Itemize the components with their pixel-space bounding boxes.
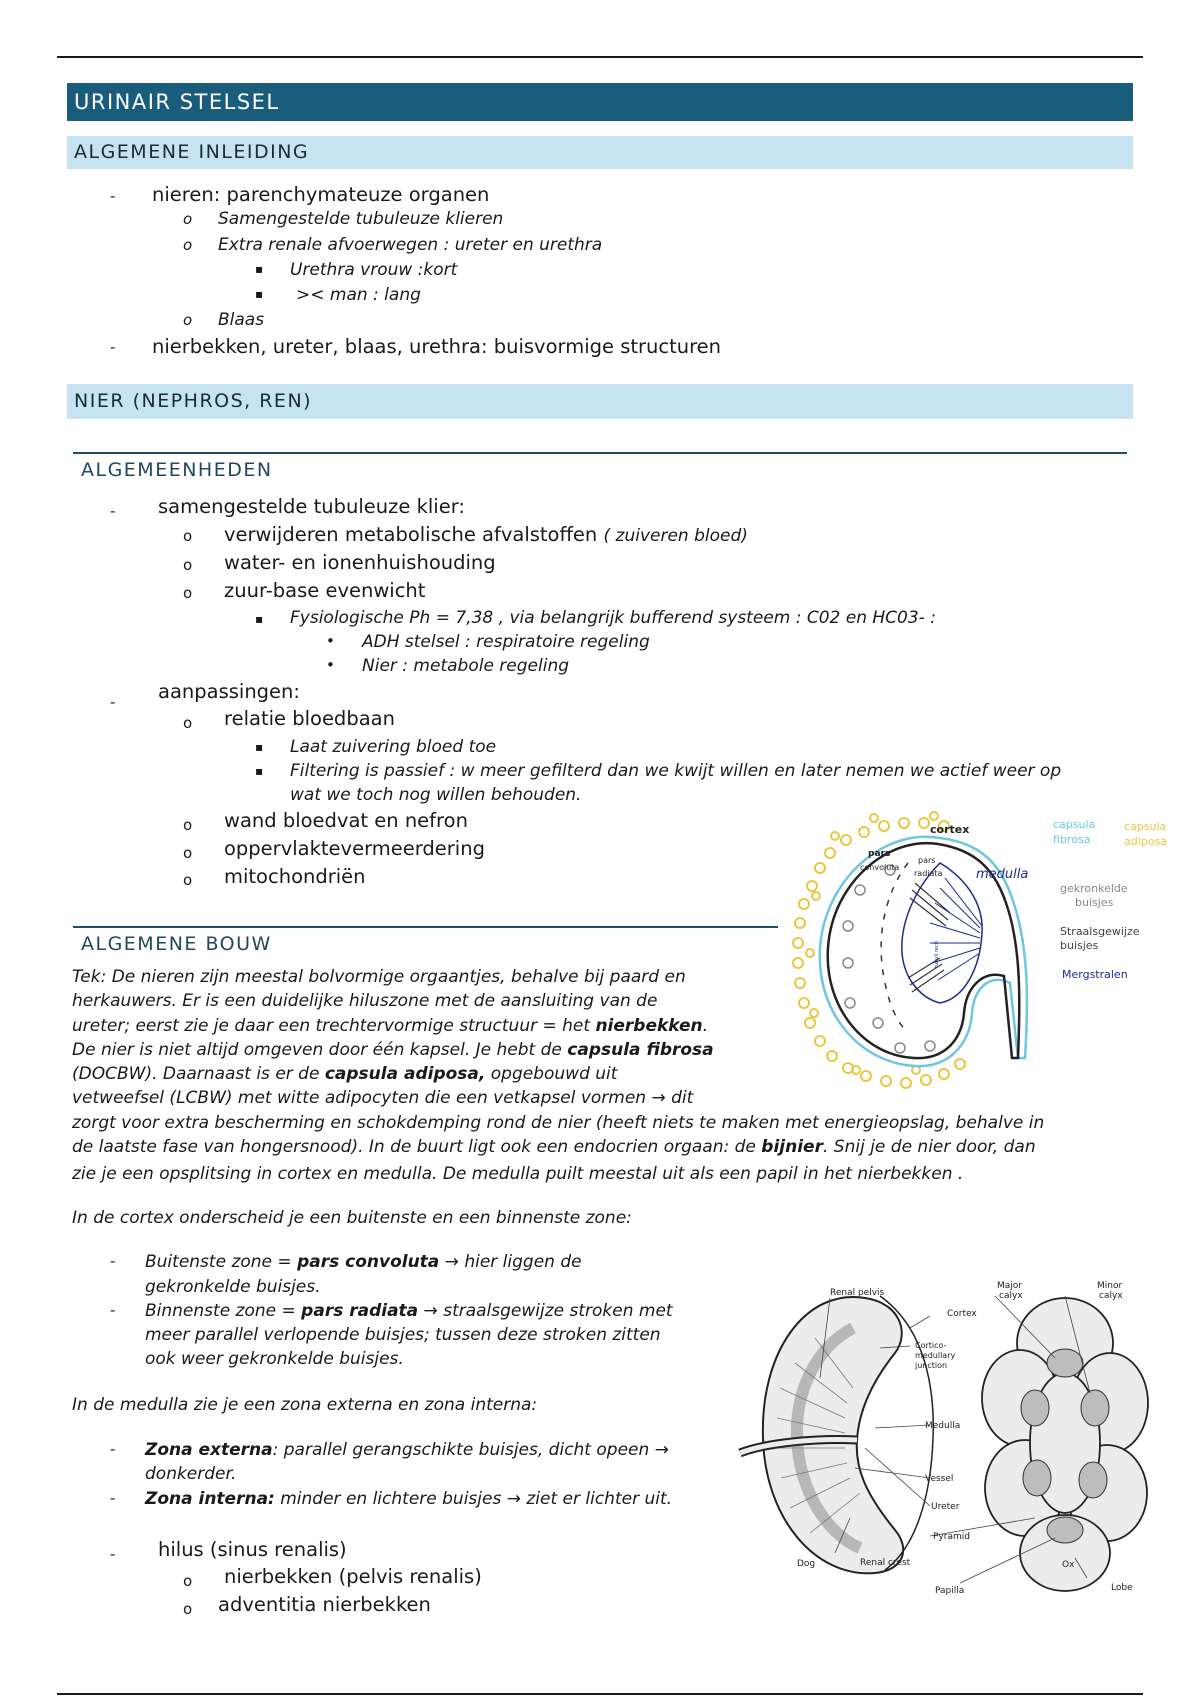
alg-item-1a-note: ( zuiveren bloed) <box>603 526 748 546</box>
bullet-circle: o <box>183 584 193 602</box>
label-pars-convoluta-2: convoluta <box>860 863 900 872</box>
bouw-line: Tek: De nieren zijn meestal bolvormige orgaantjes, behalve bij paard en <box>72 967 686 987</box>
bullet-square: ▪ <box>255 287 264 301</box>
bullet-dash: - <box>110 187 116 205</box>
label-pars-radiata-2: radiata <box>914 869 943 878</box>
ox-kidney <box>982 1298 1148 1591</box>
alg-item-1a: verwijderen metabolische afvalstoffen ( zuiveren bloed) <box>224 523 748 546</box>
cortex-item-2-cont2: ook weer gekronkelde buisjes. <box>145 1349 404 1369</box>
bullet-dash: - <box>110 1440 116 1458</box>
label-minor-calyx-1: Minor <box>1097 1281 1123 1291</box>
term-zona-interna: Zona interna: <box>145 1489 275 1509</box>
bullet-dash: - <box>110 1545 116 1563</box>
bullet-circle: o <box>183 871 193 889</box>
bouw-line: De nier is niet altijd omgeven door één kapsel. Je hebt de capsula fibrosa <box>72 1039 714 1060</box>
top-rule <box>57 56 1143 58</box>
bullet-dash: - <box>110 1301 116 1319</box>
alg-item-1c1a: ADH stelsel : respiratoire regeling <box>362 632 650 652</box>
bullet-square: ▪ <box>255 764 264 778</box>
bullet-dot: • <box>326 632 335 650</box>
hilus-item-1: nierbekken (pelvis renalis) <box>224 1565 482 1588</box>
bullet-circle: o <box>183 236 193 254</box>
label-cortex: Cortex <box>947 1309 977 1319</box>
label-dog: Dog <box>797 1559 816 1569</box>
alg-item-2d: mitochondriën <box>224 865 366 888</box>
label-pyramid: Pyramid <box>933 1532 970 1542</box>
hilus-item-2: adventitia nierbekken <box>218 1593 431 1616</box>
alg-item-1b: water- en ionenhuishouding <box>224 551 496 574</box>
label-tubuli-recti: tubuli recti <box>934 941 940 968</box>
bullet-square: ▪ <box>255 612 264 626</box>
label-renal-crest: Renal crest <box>860 1558 911 1568</box>
label-pars-radiata-1: pars <box>918 856 936 865</box>
term-capsula-adiposa: capsula adiposa, <box>324 1064 486 1085</box>
intro-item-1: nieren: parenchymateuze organen <box>152 183 490 206</box>
alg-item-2a2: Filtering is passief : w meer gefilterd dan we kwijt willen en later nemen we actief weer op <box>290 761 1062 781</box>
term-nierbekken: nierbekken <box>595 1015 703 1036</box>
term-pars-convoluta: pars convoluta <box>297 1252 440 1272</box>
bullet-circle: o <box>183 311 193 329</box>
label-major-calyx-1: Major <box>997 1281 1022 1291</box>
alg-item-2a1: Laat zuivering bloed toe <box>290 737 497 757</box>
bullet-circle: o <box>183 556 193 574</box>
bullet-dot: • <box>326 656 335 674</box>
label-gekronkelde-2: buisjes <box>1075 896 1114 909</box>
cortex-item-2: Binnenste zone = pars radiata → straalsgewijze stroken met <box>145 1301 673 1321</box>
cortex-item-2-cont1: meer parallel verlopende buisjes; tussen deze stroken zitten <box>145 1325 661 1345</box>
subsection-heading-algemene-bouw: ALGEMENE BOUW <box>81 933 272 955</box>
intro-item-1b: Extra renale afvoerwegen : ureter en urethra <box>218 235 603 255</box>
bouw-line: zie je een opsplitsing in cortex en medulla. De medulla puilt meestal uit als een papil in het nierbekken . <box>72 1164 964 1185</box>
bouw-line: zorgt voor extra bescherming en schokdemping rond de nier (heeft niets te maken met energieopslag, behalve in <box>72 1112 1045 1133</box>
cortex-item-1: Buitenste zone = pars convoluta → hier liggen de <box>145 1252 582 1272</box>
label-straalsgewijze-2: buisjes <box>1060 939 1099 952</box>
label-lobe: Lobe <box>1111 1583 1133 1593</box>
label-pars-convoluta-1: pars <box>868 849 891 859</box>
bouw-line: de laatste fase van hongersnood). In de buurt ligt ook een endocrien orgaan: de bijnier. Snij je de nier door, dan <box>72 1137 1036 1158</box>
medulla-item-1-cont: donkerder. <box>145 1464 237 1484</box>
bullet-dash: - <box>110 338 116 356</box>
bullet-circle: o <box>183 1600 193 1618</box>
alg-item-1c: zuur-base evenwicht <box>224 579 426 602</box>
bouw-line: (DOCBW). Daarnaast is er de capsula adiposa, opgebouwd uit <box>72 1064 618 1085</box>
alg-item-2a: relatie bloedbaan <box>224 707 395 730</box>
bouw-line: herkauwers. Er is een duidelijke hiluszone met de aansluiting van de <box>72 991 658 1012</box>
bullet-square: ▪ <box>255 740 264 754</box>
subsection-heading-algemeenheden: ALGEMEENHEDEN <box>81 459 273 481</box>
bullet-circle: o <box>183 816 193 834</box>
label-capsula-fibrosa-2: fibrosa <box>1053 833 1091 846</box>
label-corticomedullary-1: Cortico- <box>915 1341 947 1350</box>
label-vessel: Vessel <box>925 1474 954 1484</box>
label-capsula-adiposa-2: adiposa <box>1124 835 1167 848</box>
alg-item-1c1: Fysiologische Ph = 7,38 , via belangrijk bufferend systeem : C02 en HC03- : <box>290 608 936 628</box>
bottom-rule <box>57 1693 1143 1695</box>
bullet-dash: - <box>110 1252 116 1270</box>
subsection-rule <box>73 452 1127 454</box>
section-heading-nier: NIER (NEPHROS, REN) <box>67 384 1133 419</box>
bouw-paragraph <box>72 965 1044 1187</box>
hilus-item: hilus (sinus renalis) <box>158 1538 347 1561</box>
label-medulla: Medulla <box>925 1421 961 1431</box>
bullet-circle: o <box>183 844 193 862</box>
intro-item-1b2: >< man : lang <box>296 285 421 305</box>
label-corticomedullary-2: medullary <box>915 1351 956 1360</box>
alg-item-2b: wand bloedvat en nefron <box>224 809 468 832</box>
label-ureter: Ureter <box>931 1502 960 1512</box>
page-title: URINAIR STELSEL <box>67 83 1133 121</box>
alg-item-2: aanpassingen: <box>158 680 300 703</box>
bullet-dash: - <box>110 1489 116 1507</box>
alg-item-1c1b: Nier : metabole regeling <box>362 656 570 676</box>
alg-item-1: samengestelde tubuleuze klier: <box>158 495 465 518</box>
label-minor-calyx-2: calyx <box>1099 1291 1123 1301</box>
term-zona-externa: Zona externa <box>145 1440 273 1460</box>
bouw-line: vetweefsel (LCBW) met witte adipocyten die een vetkapsel vormen → dit <box>72 1088 694 1109</box>
bullet-dash: - <box>110 502 116 520</box>
label-medulla: medulla <box>976 867 1029 882</box>
term-pars-radiata: pars radiata <box>301 1301 419 1321</box>
kidney-anatomy-illustration <box>735 1268 1175 1608</box>
bullet-circle: o <box>183 714 193 732</box>
intro-item-2: nierbekken, ureter, blaas, urethra: buisvormige structuren <box>152 335 722 358</box>
subsection-rule <box>73 926 778 928</box>
bouw-line: ureter; eerst zie je daar een trechtervormige structuur = het nierbekken. <box>72 1015 709 1036</box>
bullet-circle: o <box>183 527 193 545</box>
intro-item-1b1: Urethra vrouw :kort <box>290 260 458 280</box>
label-straalsgewijze-1: Straalsgewijze <box>1060 925 1140 938</box>
label-mergstralen: Mergstralen <box>1062 968 1128 981</box>
bullet-square: ▪ <box>255 262 264 276</box>
medulla-intro: In de medulla zie je een zona externa en zona interna: <box>72 1395 538 1415</box>
cortex-item-1-cont: gekronkelde buisjes. <box>145 1277 321 1297</box>
section-heading-inleiding: ALGEMENE INLEIDING <box>67 136 1133 169</box>
cortex-intro: In de cortex onderscheid je een buitenste en een binnenste zone: <box>72 1208 632 1228</box>
alg-item-2a2-cont: wat we toch nog willen behouden. <box>290 785 582 805</box>
alg-item-2c: oppervlaktevermeerdering <box>224 837 485 860</box>
label-major-calyx-2: calyx <box>999 1291 1023 1301</box>
label-gekronkelde-1: gekronkelde <box>1060 882 1128 895</box>
bullet-dash: - <box>110 693 116 711</box>
term-capsula-fibrosa: capsula fibrosa <box>567 1039 714 1060</box>
intro-item-1a: Samengestelde tubuleuze klieren <box>218 209 504 229</box>
bullet-circle: o <box>183 210 193 228</box>
medulla-item-2: Zona interna: minder en lichtere buisjes → ziet er lichter uit. <box>145 1489 673 1509</box>
label-renal-pelvis: Renal pelvis <box>830 1288 885 1298</box>
medulla-item-1: Zona externa: parallel gerangschikte buisjes, dicht opeen → <box>145 1440 669 1460</box>
term-bijnier: bijnier <box>761 1137 823 1158</box>
label-ox: Ox <box>1062 1560 1075 1570</box>
label-papilla: Papilla <box>935 1586 965 1596</box>
label-capsula-fibrosa-1: capsula <box>1053 818 1096 831</box>
label-capsula-adiposa-1: capsula <box>1124 820 1167 833</box>
label-corticomedullary-3: junction <box>915 1361 948 1370</box>
intro-item-1c: Blaas <box>218 310 265 330</box>
bullet-circle: o <box>183 1572 193 1590</box>
label-cortex: cortex <box>930 823 970 836</box>
